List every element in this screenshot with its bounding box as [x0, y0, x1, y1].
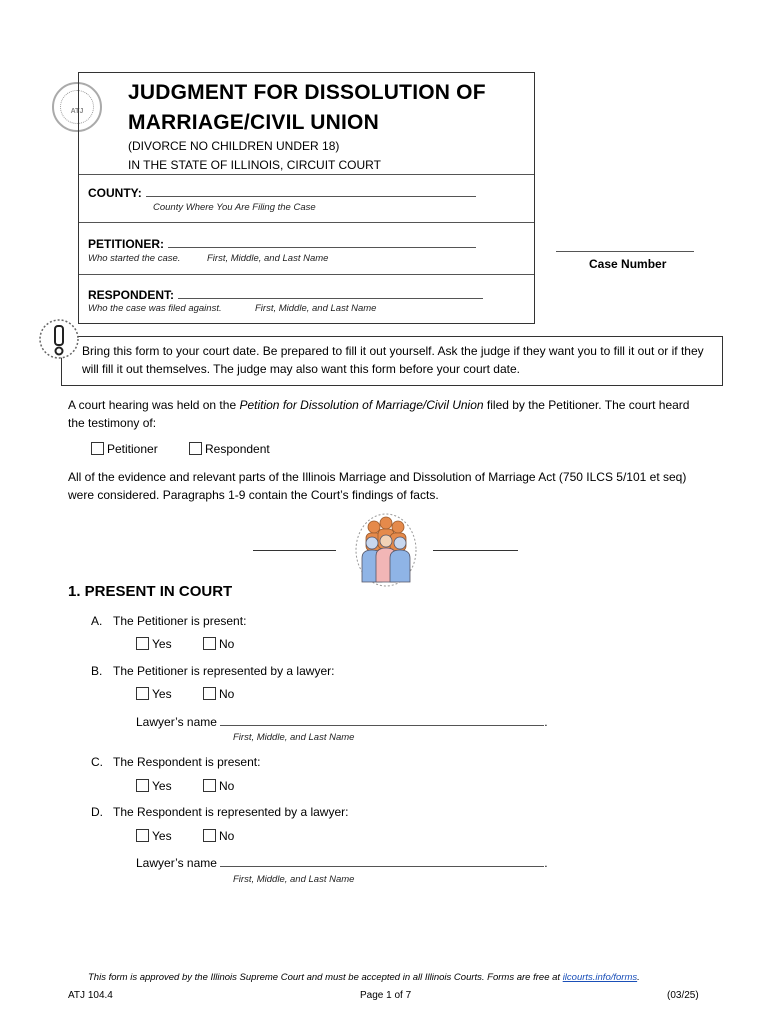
testimony-petitioner-option[interactable]: Petitioner: [91, 442, 158, 456]
respondent-label: RESPONDENT:: [88, 288, 175, 302]
county-label: COUNTY:: [88, 186, 142, 200]
item-d-no-option[interactable]: No: [203, 829, 234, 843]
item-b-lawyer-hint: First, Middle, and Last Name: [233, 732, 355, 743]
respondent-name-hint: First, Middle, and Last Name: [255, 303, 377, 314]
evidence-paragraph: All of the evidence and relevant parts of the Illinois Marriage and Dissolution of Marriage Act (750 ILCS 5/101 et seq) were considered. Paragraphs 1-9 contain the Court’s findings of facts.: [68, 470, 687, 502]
page-title: JUDGMENT FOR DISSOLUTION OF MARRIAGE/CIVIL UNION: [128, 81, 486, 134]
item-b-yes-checkbox[interactable]: [136, 687, 149, 700]
subtitle: (DIVORCE NO CHILDREN UNDER 18): [128, 139, 340, 153]
item-c-text: The Respondent is present:: [113, 755, 261, 769]
item-a-yes-option[interactable]: Yes: [136, 637, 172, 651]
item-d-yes-option[interactable]: Yes: [136, 829, 172, 843]
item-d-lawyer-row: Lawyer’s name .: [136, 856, 548, 870]
item-b-lawyer-label: Lawyer’s name: [136, 715, 217, 729]
divider-left: [253, 550, 336, 551]
item-c-no-option[interactable]: No: [203, 779, 234, 793]
respondent-checkbox[interactable]: [189, 442, 202, 455]
item-d-lawyer-name-field[interactable]: [220, 855, 544, 867]
section-1-heading: 1. PRESENT IN COURT: [68, 583, 233, 600]
respondent-name-field[interactable]: [178, 287, 483, 299]
item-d-lawyer-label: Lawyer’s name: [136, 856, 217, 870]
item-d-yes-checkbox[interactable]: [136, 829, 149, 842]
item-c-no-checkbox[interactable]: [203, 779, 216, 792]
item-a-no-option[interactable]: No: [203, 637, 234, 651]
item-c-yes-option[interactable]: Yes: [136, 779, 172, 793]
case-number-label: Case Number: [589, 257, 667, 271]
item-d-letter: D.: [91, 805, 103, 819]
people-group-icon: [354, 510, 418, 588]
item-a-yes-checkbox[interactable]: [136, 637, 149, 650]
petitioner-checkbox[interactable]: [91, 442, 104, 455]
item-a-no-checkbox[interactable]: [203, 637, 216, 650]
petitioner-name-hint: First, Middle, and Last Name: [207, 253, 329, 264]
forms-link[interactable]: ilcourts.info/forms: [562, 972, 638, 983]
footer-note: This form is approved by the Illinois Supreme Court and must be accepted in all Illinois Courts. Forms are free at ilcourts.info/forms.: [88, 972, 640, 983]
notice-text: Bring this form to your court date. Be prepared to fill it out yourself. Ask the judge if they want you to fill it out or if they will fill it out themselves. The judge may also want this form before your court date.: [82, 344, 704, 376]
item-b-no-option[interactable]: No: [203, 687, 234, 701]
petitioner-label: PETITIONER:: [88, 237, 165, 251]
petitioner-name-field[interactable]: [168, 236, 476, 248]
county-field[interactable]: [146, 185, 476, 197]
form-date: (03/25): [667, 990, 699, 1001]
item-a-letter: A.: [91, 614, 103, 628]
alert-exclamation-icon: [38, 318, 80, 360]
item-d-no-checkbox[interactable]: [203, 829, 216, 842]
petitioner-hint: Who started the case.: [88, 253, 181, 264]
seal-text: ATJ: [70, 108, 84, 115]
item-b-no-checkbox[interactable]: [203, 687, 216, 700]
testimony-respondent-option[interactable]: Respondent: [189, 442, 270, 456]
item-a-text: The Petitioner is present:: [113, 614, 247, 628]
item-b-letter: B.: [91, 664, 103, 678]
page-number: Page 1 of 7: [360, 990, 412, 1001]
petitioner-row: [88, 235, 476, 253]
county-hint: County Where You Are Filing the Case: [153, 202, 316, 213]
item-b-yes-option[interactable]: Yes: [136, 687, 172, 701]
item-b-lawyer-name-field[interactable]: [220, 714, 544, 726]
respondent-hint: Who the case was filed against.: [88, 303, 222, 314]
notice-box: [61, 336, 723, 386]
item-c-yes-checkbox[interactable]: [136, 779, 149, 792]
item-d-text: The Respondent is represented by a lawyer:: [113, 805, 349, 819]
item-d-lawyer-hint: First, Middle, and Last Name: [233, 874, 355, 885]
case-number-field[interactable]: [556, 240, 694, 252]
divider-right: [433, 550, 518, 551]
item-c-letter: C.: [91, 755, 103, 769]
item-b-text: The Petitioner is represented by a lawyer:: [113, 664, 335, 678]
intro-paragraph: A court hearing was held on the Petition for Dissolution of Marriage/Civil Union filed by the Petitioner. The court heard the testimony of:: [68, 398, 690, 430]
county-row: [88, 184, 476, 202]
respondent-row: [88, 286, 483, 304]
form-id: ATJ 104.4: [68, 990, 113, 1001]
item-b-lawyer-row: Lawyer’s name .: [136, 715, 548, 729]
court-name: IN THE STATE OF ILLINOIS, CIRCUIT COURT: [128, 158, 381, 172]
